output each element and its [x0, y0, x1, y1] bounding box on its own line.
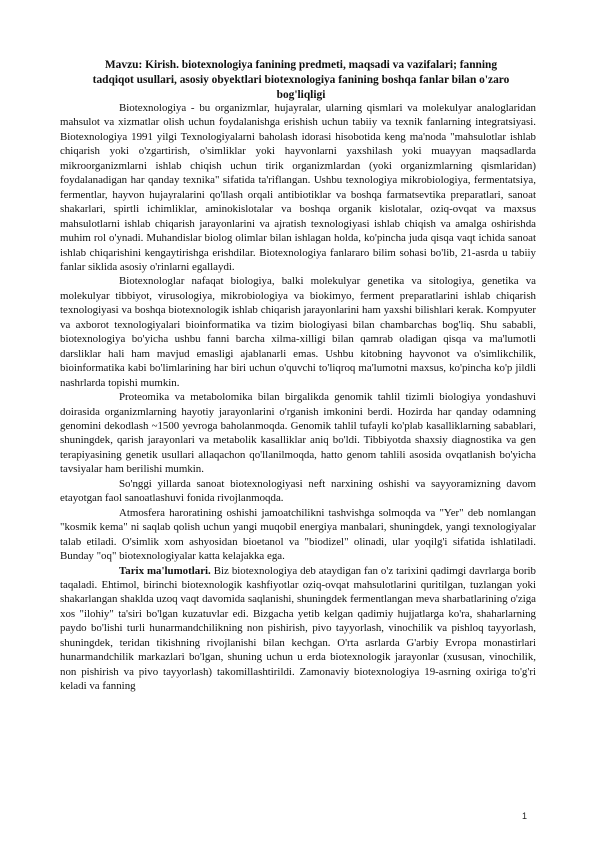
paragraph-text: Biotexnologlar nafaqat biologiya, balki molekulyar genetika va sitologiya, genetika va molekulyar tibbiyot, virusologiya, mikrobiologiya va biokimyo, ferment preparatlarini ishlab chiqarish texnologiyasi va boshqa biotexnologik ishlab chiqarish jarayonlarini ham yaxshi bilishlari kerak. Kompyuter va axborot texnologiyalari bioinformatika va tizim biologiyasi bilan chambarchas bog'liq. Shu sababli, biotexnologiya bo'yicha ushbu fanni barcha xilma-xilligi bilan qamrab oladigan qisqa va ma'lumotli darsliklar hali ham mavjud emasligi ajablanarli emas. Ushbu kitobning hayvonot va o'simlikchilik, bioinformatika kabi bo'limlarining har biri uchun o'quvchi to'liqroq ma'lumotni maxsus, ko'pincha ko'p jildli nashrlarda topishi mumkin. [60, 275, 536, 389]
paragraph-text: Atmosfera haroratining oshishi jamoatchilikni tashvishga solmoqda va "Yer" deb nomlangan "kosmik kema" ni saqlab qolish uchun yangi muqobil energiya manbalari, shuningdek, yangi texnologiyalar talab etiladi. O'simlik xom ashyosidan bioetanol va "biodizel" olinadi, ular yoqilg'i sifatida ishlatiladi. Bunday "oq" biotexnologiyalar katta kelajakka ega. [60, 506, 536, 563]
paragraph-proteomics [60, 390, 536, 477]
paragraph-biotechnologists [60, 274, 536, 390]
paragraph-text: Biotexnologiya - bu organizmlar, hujayralar, ularning qismlari va molekulyar analoglaridan mahsulot va xizmatlar olish uchun foydalanishga erishish uchun tabiiy va texnik fanlarning integratsiyasi. Biotexnologiya 1991 yilgi Texnologiyalarni baholash idorasi hisobotida keng ma'noda "mahsulotlar ishlab chiqarish yoki o'zgartirish, o'simliklar yoki hayvonlarni yaxshilash yoki muayyan maqsadlarda mikroorganizmlarni ishlab chiqish uchun tirik organizmlardan (yoki organizmlarning qismlaridan) foydalanadigan har qanday texnika" sifatida ta'riflangan. Ushbu texnologiya mikrobiologiya, fermentatsiya, fermentlar, hayvon hujayralarini qo'llash orqali antibiotiklar va boshqa farmatsevtika preparatlari, sanoat shakarlari, spirtli ichimliklar, aminokislotalar va boshqa organik kislotalar, oziq-ovqat va maxsus mahsulotlarni ishlab chiqarish jarayonlarini va ajratish texnologiyasi ishlab chiqish va amalga oshirishda muhim rol o'ynadi. Muhandislar biolog olimlar bilan ishlagan holda, ko'pincha juda qisqa vaqt ichida sanoat ishlab chiqarishini kengaytirishga erishdilar. Biotexnologiya fanlararo bilim sohasi bo'lib, 21-asrda u tabiiy fanlar siklida asosiy o'rinlarni egallaydi. [60, 102, 536, 273]
paragraph-text: Biz biotexnologiya deb ataydigan fan o'z tarixini qadimgi davrlarga borib taqaladi. Ehtimol, birinchi biotexnologik kashfiyotlar oziq-ovqat mahsulotlarini quritilgan, tuzlangan yoki shakarlangan shaklda uzoq vaqt davomida saqlanishi, shuningdek fermentlangan meva sharbatlarining o'ziga xos "ilohiy" ta'siri bo'lgan kuzatuvlar edi. Bizgacha yetib kelgan qadimiy hujjatlarga ko'ra, shaharlarning paydo bo'lishi turli hunarmandchilikning non pishirish, pivo tayyorlash, vinochilik va pishloq tayyorlash, shuningdek, teridan tikishning rivojlanishi bilan kechgan. O'rta asrlarda G'arbiy Evropa monastirlari hunarmandchilik markazlari bo'lgan, shuning uchun u erda biotexnologik jarayonlar (xususan, vinochilik, non pishirish va pivo tayyorlash) takomillashtirildi. Zamonaviy biotexnologiya 19-asrning oxiriga to'g'ri keladi va fanning [60, 564, 536, 693]
paragraph-definition [60, 101, 536, 274]
document-body [60, 101, 536, 694]
paragraph-text: Proteomika va metabolomika bilan birgalikda genomik tahlil tizimli biologiya yondashuvi doirasida organizmlarning hayotiy jarayonlarini o'rganish imkonini berdi. Hozirda har qanday odamning genomini dekodlash ~1500 yevroga baholanmoqda. Genomik tahlil tufayli ko'plab kasalliklarning sabablari, shuningdek, qarish jarayonlari va metabolik kasalliklar aniq bo'ldi. Tibbiyotda shaxsiy diagnostika va gen terapiyasining genetik usullari allaqachon qo'llanilmoqda, hatto genom tahlili asosida ovqatlanish bo'yicha tavsiyalar ham berilishi mumkin. [60, 391, 536, 476]
paragraph-text: So'nggi yillarda sanoat biotexnologiyasi neft narxining oshishi va sayyoramizning davom etayotgan faol sanoatlashuvi fonida rivojlanmoqda. [60, 477, 536, 505]
page-number: 1 [522, 811, 528, 821]
paragraph-atmosphere [60, 506, 536, 564]
paragraph-history [60, 564, 536, 694]
paragraph-lead: Tarix ma'lumotlari. [119, 564, 211, 577]
document-title: Mavzu: Kirish. biotexnologiya fanining predmeti, maqsadi va vazifalari; fanning tadqiqot usullari, asosiy obyektlari biotexnologiya fanining boshqa fanlar bilan o'zaro bog'liqligi [92, 59, 510, 101]
paragraph-industrial [60, 477, 536, 506]
